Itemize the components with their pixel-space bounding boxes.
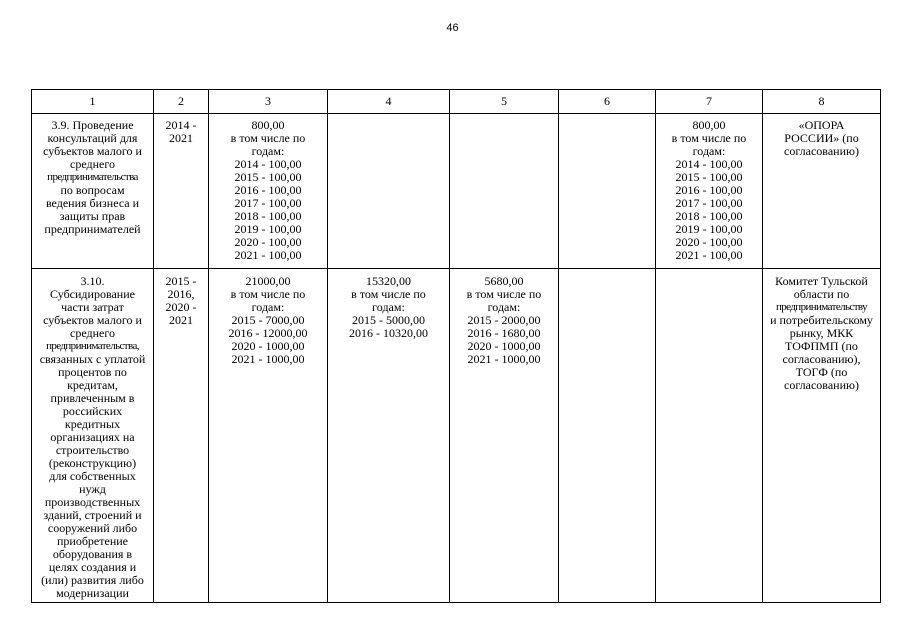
cell-text-line: ТОГФ (по bbox=[795, 365, 848, 379]
page-number: 46 bbox=[446, 22, 459, 34]
cell-text-line: 21000,00 bbox=[245, 274, 291, 288]
header-cell: 7 bbox=[656, 90, 763, 114]
cell-text-line: 2021 bbox=[169, 131, 193, 145]
cell-text-line: 2015 - 7000,00 bbox=[231, 313, 305, 327]
period-cell bbox=[154, 114, 209, 269]
cell-text-line: (реконструкцию) bbox=[48, 456, 137, 470]
table-row bbox=[32, 269, 881, 603]
cell-text-line: 800,00 bbox=[692, 118, 726, 132]
header-cell: 5 bbox=[450, 90, 559, 114]
cell-text-line: субъектов малого и bbox=[43, 144, 142, 158]
table-row bbox=[32, 114, 881, 269]
cell-text-line: 3.9. Проведение bbox=[51, 118, 134, 132]
cell-text-line: 2015 - 5000,00 bbox=[352, 313, 425, 327]
cell-text-line: 2018 - 100,00 bbox=[675, 209, 743, 223]
cell-text-line: сооружений либо bbox=[47, 521, 138, 535]
cell-text-line: годам: bbox=[251, 144, 285, 158]
cell-text-line: связанных с уплатой bbox=[39, 352, 146, 366]
cell-text-line: «ОПОРА bbox=[798, 118, 845, 132]
cell-text-line: 2014 - bbox=[165, 118, 197, 132]
cell-text-line: и потребительскому bbox=[770, 313, 873, 327]
activity-name-cell bbox=[32, 269, 154, 603]
cell-text-line: 2015 - 2000,00 bbox=[467, 313, 541, 327]
cell-text-line: нужд bbox=[79, 482, 106, 496]
cell-text-line: ТОФПМП (по bbox=[785, 339, 858, 353]
cell-text-line: кредитам, bbox=[67, 378, 118, 392]
cell-text-line: 2019 - 100,00 bbox=[675, 222, 743, 236]
cell-text-line: 2016 - 1680,00 bbox=[467, 326, 541, 340]
cell-text-line: предпринимательства, bbox=[46, 340, 139, 352]
cell-text-line: 2014 - 100,00 bbox=[675, 157, 743, 171]
cell-text-line: по вопросам bbox=[60, 183, 125, 197]
cell-text-line: 2016 - 10320,00 bbox=[349, 326, 428, 340]
cell-text-line: 2017 - 100,00 bbox=[675, 196, 743, 210]
cell-text-line: в том числе по bbox=[230, 131, 306, 145]
cell-text-line: модернизации bbox=[56, 586, 129, 600]
cell-text-line: предпринимательства bbox=[47, 171, 138, 183]
cell-text-line: Субсидирование bbox=[50, 287, 135, 301]
cell-text-line: 2015 - bbox=[165, 274, 197, 288]
cell-text-line: в том числе по bbox=[351, 287, 426, 301]
cell-text-line: части затрат bbox=[61, 300, 124, 314]
cell-text-line: в том числе по bbox=[466, 287, 542, 301]
cell-text-line: 2016 - 100,00 bbox=[675, 183, 743, 197]
cell-text-line: строительство bbox=[55, 443, 130, 457]
cell-text-line: ведения бизнеса и bbox=[45, 196, 140, 210]
funding-total-cell bbox=[209, 269, 328, 603]
cell-text-line: защиты прав bbox=[59, 209, 126, 223]
table-header-row bbox=[32, 90, 881, 114]
cell-text-line: области по bbox=[793, 287, 850, 301]
header-cell: 8 bbox=[763, 90, 881, 114]
cell-text-line: оборудования в bbox=[52, 547, 133, 561]
cell-text-line: 15320,00 bbox=[366, 274, 411, 288]
cell-text-line: 2020 - 1000,00 bbox=[231, 339, 305, 353]
cell-text-line: 5680,00 bbox=[484, 274, 524, 288]
cell-text-line: субъектов малого и bbox=[43, 313, 142, 327]
cell-text-line: среднего bbox=[70, 157, 115, 171]
cell-text-line: для собственных bbox=[49, 469, 136, 483]
cell-text-line: согласованию), bbox=[782, 352, 861, 366]
cell-text-line: 2016 - 100,00 bbox=[234, 183, 302, 197]
cell-text-line: процентов по bbox=[58, 365, 127, 379]
cell-text-line: предпринимательству bbox=[775, 301, 868, 313]
cell-text-line: 2019 - 100,00 bbox=[234, 222, 302, 236]
cell-text-line: 2021 bbox=[169, 313, 193, 327]
cell-text-line: 2015 - 100,00 bbox=[234, 170, 302, 184]
header-cell: 4 bbox=[328, 90, 450, 114]
executor-cell bbox=[763, 114, 881, 269]
cell-text-line: 2021 - 100,00 bbox=[234, 248, 302, 262]
cell-text-line: в том числе по bbox=[230, 287, 306, 301]
funding-col6-cell bbox=[559, 269, 656, 603]
header-cell: 1 bbox=[32, 90, 154, 114]
cell-text-line: 2020 - 100,00 bbox=[234, 235, 302, 249]
cell-text-line: кредитных bbox=[64, 417, 121, 431]
cell-text-line: среднего bbox=[70, 326, 115, 340]
program-table bbox=[31, 89, 881, 603]
cell-text-line: годам: bbox=[692, 144, 726, 158]
cell-text-line: 2020 - bbox=[165, 300, 197, 314]
cell-text-line: РОССИИ» (по bbox=[784, 131, 859, 145]
cell-text-line: приобретение bbox=[56, 534, 128, 548]
funding-col7-cell bbox=[656, 114, 763, 269]
cell-text-line: 2017 - 100,00 bbox=[234, 196, 302, 210]
cell-text-line: (или) развития либо bbox=[41, 573, 144, 587]
cell-text-line: 2018 - 100,00 bbox=[234, 209, 302, 223]
cell-text-line: организациях на bbox=[50, 430, 135, 444]
cell-text-line: годам: bbox=[487, 300, 521, 314]
cell-text-line: консультаций для bbox=[47, 131, 138, 145]
header-cell: 3 bbox=[209, 90, 328, 114]
cell-text-line: согласованию) bbox=[784, 144, 859, 158]
cell-text-line: согласованию) bbox=[784, 378, 859, 392]
executor-cell bbox=[763, 269, 881, 603]
cell-text-line: привлеченным в bbox=[50, 391, 135, 405]
funding-col5-cell bbox=[450, 114, 559, 269]
cell-text-line: 2020 - 1000,00 bbox=[467, 339, 541, 353]
cell-text-line: производственных bbox=[44, 495, 141, 509]
cell-text-line: 2021 - 1000,00 bbox=[231, 352, 305, 366]
period-cell bbox=[154, 269, 209, 603]
cell-text-line: 2016 - 12000,00 bbox=[228, 326, 308, 340]
funding-col5-cell bbox=[450, 269, 559, 603]
header-cell: 6 bbox=[559, 90, 656, 114]
cell-text-line: Комитет Тульской bbox=[775, 274, 868, 288]
cell-text-line: рынку, МКК bbox=[789, 326, 854, 340]
funding-col7-cell bbox=[656, 269, 763, 603]
funding-total-cell bbox=[209, 114, 328, 269]
cell-text-line: годам: bbox=[372, 300, 405, 314]
cell-text-line: 2015 - 100,00 bbox=[675, 170, 743, 184]
cell-text-line: 2014 - 100,00 bbox=[234, 157, 302, 171]
cell-text-line: зданий, строений и bbox=[43, 508, 142, 522]
cell-text-line: 2021 - 100,00 bbox=[675, 248, 743, 262]
funding-col4-cell bbox=[328, 269, 450, 603]
activity-name-cell bbox=[32, 114, 154, 269]
cell-text-line: предпринимателей bbox=[44, 222, 141, 236]
funding-col6-cell bbox=[559, 114, 656, 269]
funding-col4-cell bbox=[328, 114, 450, 269]
cell-text-line: целях создания и bbox=[48, 560, 137, 574]
cell-text-line: 2021 - 1000,00 bbox=[467, 352, 541, 366]
cell-text-line: 3.10. bbox=[80, 274, 105, 288]
cell-text-line: 800,00 bbox=[251, 118, 285, 132]
cell-text-line: в том числе по bbox=[671, 131, 747, 145]
cell-text-line: годам: bbox=[251, 300, 285, 314]
header-cell: 2 bbox=[154, 90, 209, 114]
cell-text-line: 2020 - 100,00 bbox=[675, 235, 743, 249]
cell-text-line: 2016, bbox=[167, 287, 195, 301]
cell-text-line: российских bbox=[62, 404, 123, 418]
